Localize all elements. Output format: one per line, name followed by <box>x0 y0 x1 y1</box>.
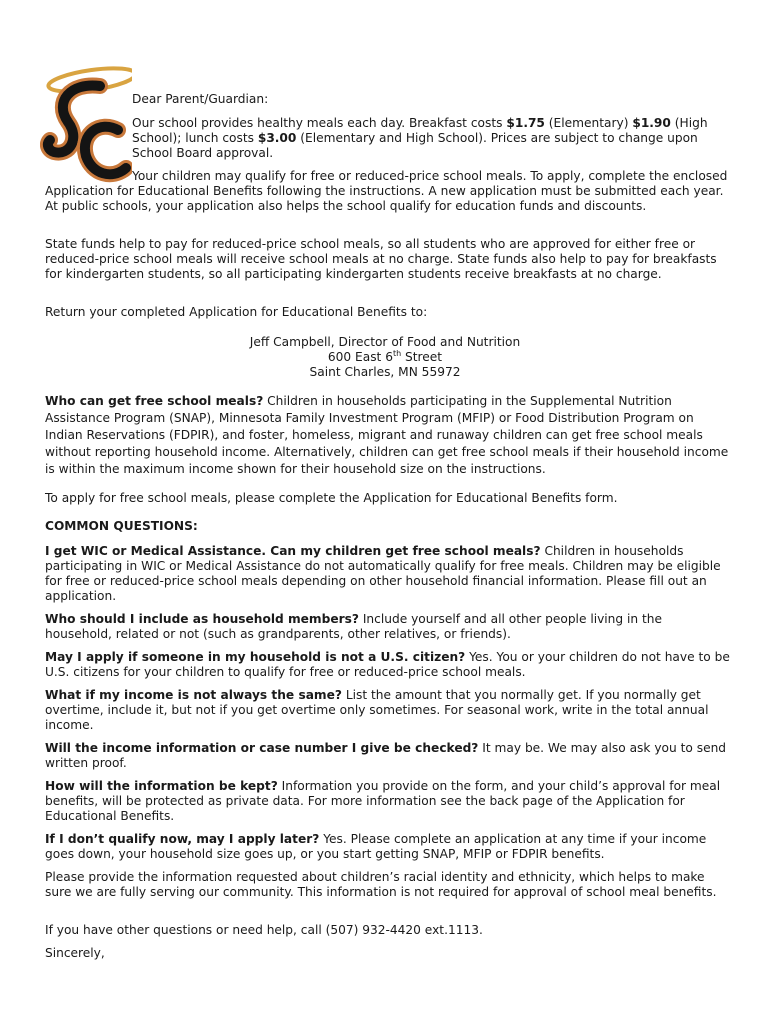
meal-prices-paragraph: Our school provides healthy meals each day. Breakfast costs $1.75 (Elementary) $1.90 (High School); lunch costs $3.00 (Elementary and High School). Prices are subject to change upon School Board approval. <box>132 116 708 160</box>
faq-item: If I don’t qualify now, may I apply later? Yes. Please complete an application at any time if your income goes down, your household size goes up, or you start getting SNAP, MFIP or FDPIR benefits. <box>45 832 707 861</box>
qualify-paragraph: Your children may qualify for free or reduced-price school meals. To apply, complete the enclosed Application for Educational Benefits following the instructions. A new application must be submitted each year. At public schools, your application also helps the school qualify for education funds and discounts. <box>45 169 728 213</box>
faq-item: May I apply if someone in my household is not a U.S. citizen? Yes. You or your children do not have to be U.S. citizens for your children to qualify for free or reduced-price school meals. <box>45 650 730 679</box>
faq-item: Will the income information or case number I give be checked? It may be. We may also ask you to send written proof. <box>45 741 727 770</box>
faq-item: Who should I include as household members? Include yourself and all other people living in the household, related or not (such as grandparents, other relatives, or friends). <box>45 612 663 641</box>
faq-item: How will the information be kept? Information you provide on the form, and your child’s approval for meal benefits, will be protected as private data. For more information see the back page of the Application for Educational Benefits. <box>45 779 721 823</box>
faq-item: I get WIC or Medical Assistance. Can my children get free school meals? Children in households participating in WIC or Medical Assistance do not automatically qualify for free meals. Children may be eligible for free or reduced-price school meals depending on other household financial information. Please fill out an application. <box>45 544 721 603</box>
common-questions-heading: COMMON QUESTIONS: <box>45 519 198 533</box>
address-line-2: 600 East 6th Street <box>327 348 443 364</box>
apply-instructions: To apply for free school meals, please complete the Application for Educational Benefits form. <box>45 491 618 505</box>
greeting: Dear Parent/Guardian: <box>132 92 269 106</box>
address-line-1: Jeff Campbell, Director of Food and Nutrition <box>249 335 521 349</box>
address-line-3: Saint Charles, MN 55972 <box>309 365 461 379</box>
free-meals-question: Who can get free school meals? Children in households participating in the Supplemental Nutrition Assistance Program (SNAP), Minnesota Family Investment Program (MFIP) or Food Distribution Program on Indian Reservations (FDPIR), and foster, homeless, migrant and runaway children can get free school meals without reporting household income. Alternatively, children can get free school meals if their household income is within the maximum income shown for their household size on the instructions. <box>45 394 729 476</box>
help-contact: If you have other questions or need help, call (507) 932-4420 ext.1113. <box>45 923 483 937</box>
state-funds-paragraph: State funds help to pay for reduced-price school meals, so all students who are approved for either free or reduced-price school meals will receive school meals at no charge. State funds also help to pay for breakfasts for kindergarten students, so all participating kindergarten students receive breakfasts at no charge. <box>45 237 717 281</box>
ethnicity-paragraph: Please provide the information requested about children’s racial identity and ethnicity, which helps to make sure we are fully serving our community. This information is not required for approval of school meal benefits. <box>45 870 717 899</box>
faq-item: What if my income is not always the same? List the amount that you normally get. If you normally get overtime, include it, but not if you get overtime only sometimes. For seasonal work, write in the total annual income. <box>45 688 709 732</box>
return-instructions: Return your completed Application for Educational Benefits to: <box>45 305 428 319</box>
closing: Sincerely, <box>45 946 105 960</box>
